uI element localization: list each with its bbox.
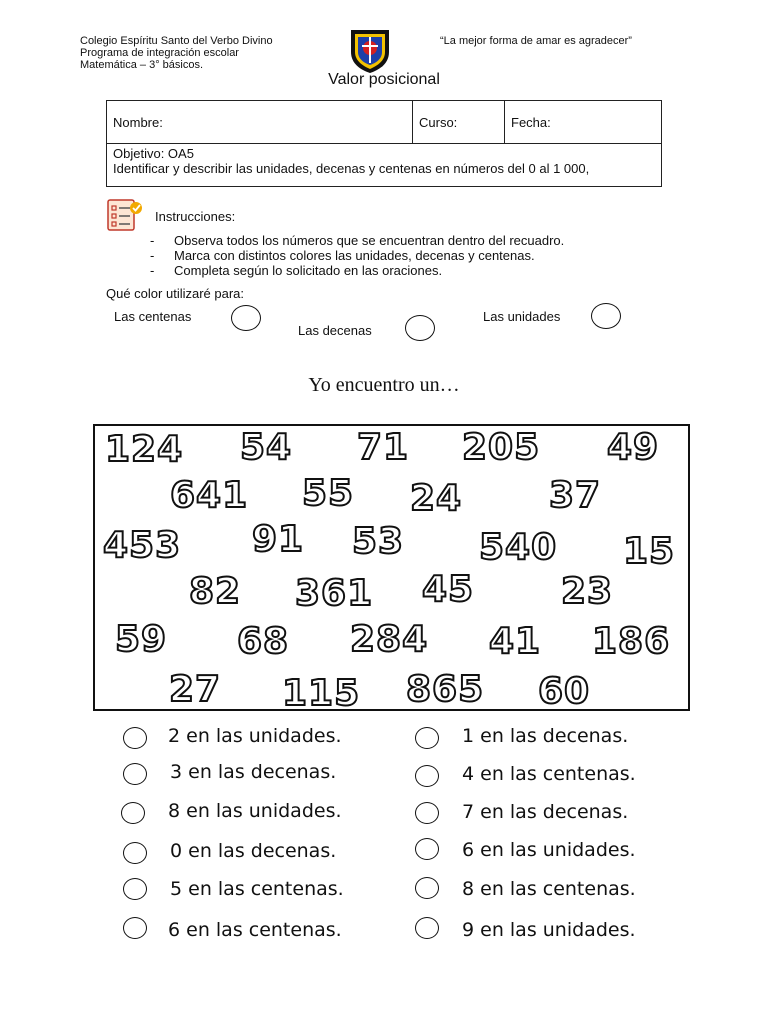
number-item[interactable]: 37 [549,475,602,516]
answer-circle[interactable] [415,802,439,824]
instructions-list [150,233,564,278]
unidades-color-circle[interactable] [591,303,621,329]
checklist-icon [106,198,144,232]
unidades-label: Las unidades [483,309,561,324]
number-item[interactable]: 68 [237,621,290,662]
school-info [80,35,273,71]
decenas-color-circle[interactable] [405,315,435,341]
statement-left: 2 en las unidades. [168,725,342,747]
number-item[interactable]: 60 [538,671,591,712]
answer-circle[interactable] [415,917,439,939]
statement-left: 0 en las decenas. [170,840,337,862]
number-item[interactable]: 284 [350,619,429,660]
answer-circle[interactable] [415,727,439,749]
statement-right: 1 en las decenas. [462,725,629,747]
page-title: Valor posicional [328,71,440,88]
number-item[interactable]: 15 [623,531,676,572]
answer-circle[interactable] [415,838,439,860]
answer-circle[interactable] [415,765,439,787]
statement-right: 7 en las decenas. [462,801,629,823]
statement-left: 3 en las decenas. [170,761,337,783]
number-item[interactable]: 82 [189,571,242,612]
statement-right: 4 en las centenas. [462,763,636,785]
number-item[interactable]: 186 [592,621,671,662]
answer-circle[interactable] [415,877,439,899]
number-item[interactable]: 205 [462,427,541,468]
instruction-item: - Observa todos los números que se encuentran dentro del recuadro. [150,233,564,248]
number-item[interactable]: 54 [240,427,293,468]
number-item[interactable]: 55 [302,473,355,514]
number-item[interactable]: 45 [422,569,475,610]
number-item[interactable]: 71 [357,427,410,468]
answer-circle[interactable] [123,763,147,785]
objective-cell [107,144,662,187]
number-item[interactable]: 361 [295,573,374,614]
answer-circle[interactable] [123,842,147,864]
course-subject: Matemática – 3° básicos. [80,59,204,71]
program-name: Programa de integración escolar [80,47,239,59]
number-item[interactable]: 115 [282,673,361,714]
instruction-item: - Completa según lo solicitado en las oraciones. [150,263,564,278]
school-crest-logo [349,28,391,74]
color-question: Qué color utilizaré para: [106,286,245,301]
number-item[interactable]: 53 [352,521,405,562]
statement-left: 5 en las centenas. [170,878,344,900]
objective-label: Objetivo: OA5 [113,146,194,161]
motto: “La mejor forma de amar es agradecer” [440,35,632,47]
number-item[interactable]: 24 [410,478,463,519]
centenas-label: Las centenas [114,309,192,324]
number-item[interactable]: 124 [105,429,184,470]
objective-text: Identificar y describir las unidades, decenas y centenas en números del 0 al 1 000, [113,161,590,176]
school-name: Colegio Espíritu Santo del Verbo Divino [80,35,273,47]
number-item[interactable]: 91 [252,519,305,560]
name-field[interactable]: Nombre: [107,101,413,144]
number-item[interactable]: 453 [103,525,182,566]
instruction-item: - Marca con distintos colores las unidades, decenas y centenas. [150,248,564,263]
number-item[interactable]: 41 [489,621,542,662]
student-info-table [106,100,662,187]
numbers-box [93,424,690,714]
centenas-color-circle[interactable] [231,305,261,331]
date-field[interactable]: Fecha: [505,101,662,144]
statement-right: 6 en las unidades. [462,839,636,861]
answer-circle[interactable] [121,802,145,824]
statement-right: 8 en las centenas. [462,878,636,900]
answer-circle[interactable] [123,917,147,939]
statement-right: 9 en las unidades. [462,919,636,941]
number-item[interactable]: 641 [170,475,249,516]
answer-circle[interactable] [123,878,147,900]
number-item[interactable]: 59 [115,619,168,660]
answer-circle[interactable] [123,727,147,749]
number-item[interactable]: 23 [561,571,614,612]
course-field[interactable]: Curso: [413,101,505,144]
number-item[interactable]: 27 [169,669,222,710]
decenas-label: Las decenas [298,323,372,338]
number-item[interactable]: 865 [406,669,485,710]
statement-left: 6 en las centenas. [168,919,342,941]
number-item[interactable]: 49 [607,427,660,468]
statement-left: 8 en las unidades. [168,800,342,822]
number-item[interactable]: 540 [479,527,558,568]
subtitle: Yo encuentro un… [308,374,460,396]
instructions-title: Instrucciones: [155,209,236,224]
